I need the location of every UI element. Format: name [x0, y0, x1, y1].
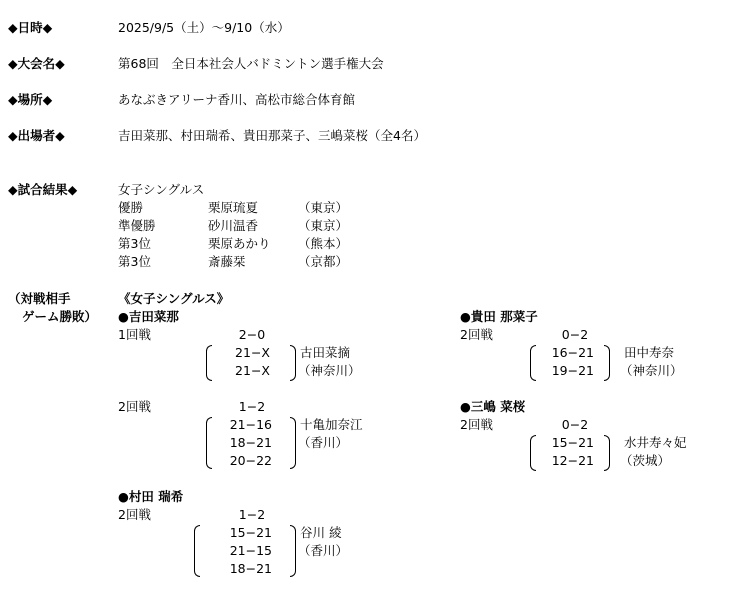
match-round: 1回戦 [118, 327, 151, 342]
bracket-left [194, 525, 200, 577]
game-score: 21−X [235, 363, 270, 378]
result-pref: （京都） [298, 254, 349, 269]
result-name: 斎藤栞 [208, 254, 246, 269]
players-value: 吉田菜那、村田瑞希、貴田那菜子、三嶋菜桜（全4名） [118, 128, 426, 143]
match-result: 0−2 [561, 327, 589, 342]
result-place: 優勝 [118, 200, 144, 215]
players-label: ◆出場者◆ [8, 128, 65, 143]
bracket-right [290, 345, 296, 381]
bracket-right [290, 525, 296, 577]
game-score: 16−21 [551, 345, 594, 360]
bracket-right [290, 417, 296, 469]
result-pref: （熊本） [298, 236, 349, 251]
result-name: 栗原あかり [208, 236, 271, 251]
result-place: 準優勝 [118, 218, 156, 233]
opponent-pref: （神奈川） [620, 363, 683, 378]
result-pref: （東京） [298, 218, 349, 233]
opponent-name: 谷川 綾 [300, 525, 342, 540]
opponent-pref: （茨城） [620, 453, 671, 468]
result-place: 第3位 [118, 254, 151, 269]
opponent-name: 田中寿奈 [624, 345, 675, 360]
match-result: 2−0 [238, 327, 266, 342]
game-score: 20−22 [229, 453, 272, 468]
matches-label-line2: ゲーム勝敗） [22, 309, 98, 324]
game-score: 15−21 [551, 435, 594, 450]
game-score: 18−21 [229, 435, 272, 450]
match-result: 0−2 [561, 417, 589, 432]
player-name: ●貴田 那菜子 [460, 309, 538, 324]
match-result: 1−2 [238, 507, 266, 522]
bracket-left [206, 417, 212, 469]
match-round: 2回戦 [118, 507, 151, 522]
result-name: 砂川温香 [208, 218, 259, 233]
bracket-left [530, 435, 536, 471]
bracket-left [206, 345, 212, 381]
bracket-left [530, 345, 536, 381]
opponent-pref: （神奈川） [298, 363, 361, 378]
results-label: ◆試合結果◆ [8, 182, 78, 197]
game-score: 19−21 [551, 363, 594, 378]
bracket-right [604, 345, 610, 381]
opponent-name: 古田菜摘 [300, 345, 351, 360]
opponent-name: 十亀加奈江 [300, 417, 363, 432]
match-result: 1−2 [238, 399, 266, 414]
player-name: ●村田 瑞希 [118, 489, 184, 504]
opponent-pref: （香川） [298, 435, 349, 450]
game-score: 21−16 [229, 417, 272, 432]
match-round: 2回戦 [118, 399, 151, 414]
bracket-right [604, 435, 610, 471]
game-score: 15−21 [229, 525, 272, 540]
event-label: ◆大会名◆ [8, 56, 65, 71]
game-score: 18−21 [229, 561, 272, 576]
game-score: 12−21 [551, 453, 594, 468]
venue-label: ◆場所◆ [8, 92, 53, 107]
game-score: 21−X [235, 345, 270, 360]
opponent-pref: （香川） [298, 543, 349, 558]
match-round: 2回戦 [460, 417, 493, 432]
matches-label-line1: （対戦相手 [8, 291, 71, 306]
event-value: 第68回 全日本社会人バドミントン選手権大会 [118, 56, 384, 71]
venue-value: あなぶきアリーナ香川、高松市総合体育館 [118, 92, 356, 107]
opponent-name: 水井寿々妃 [624, 435, 687, 450]
player-name: ●三嶋 菜桜 [460, 399, 526, 414]
matches-category: 《女子シングルス》 [118, 291, 230, 306]
result-name: 栗原琉夏 [208, 200, 259, 215]
results-category: 女子シングルス [118, 182, 205, 197]
match-round: 2回戦 [460, 327, 493, 342]
date-value: 2025/9/5（土）～9/10（水） [118, 20, 290, 35]
player-name: ●吉田菜那 [118, 309, 179, 324]
date-label: ◆日時◆ [8, 20, 53, 35]
result-pref: （東京） [298, 200, 349, 215]
result-place: 第3位 [118, 236, 151, 251]
game-score: 21−15 [229, 543, 272, 558]
